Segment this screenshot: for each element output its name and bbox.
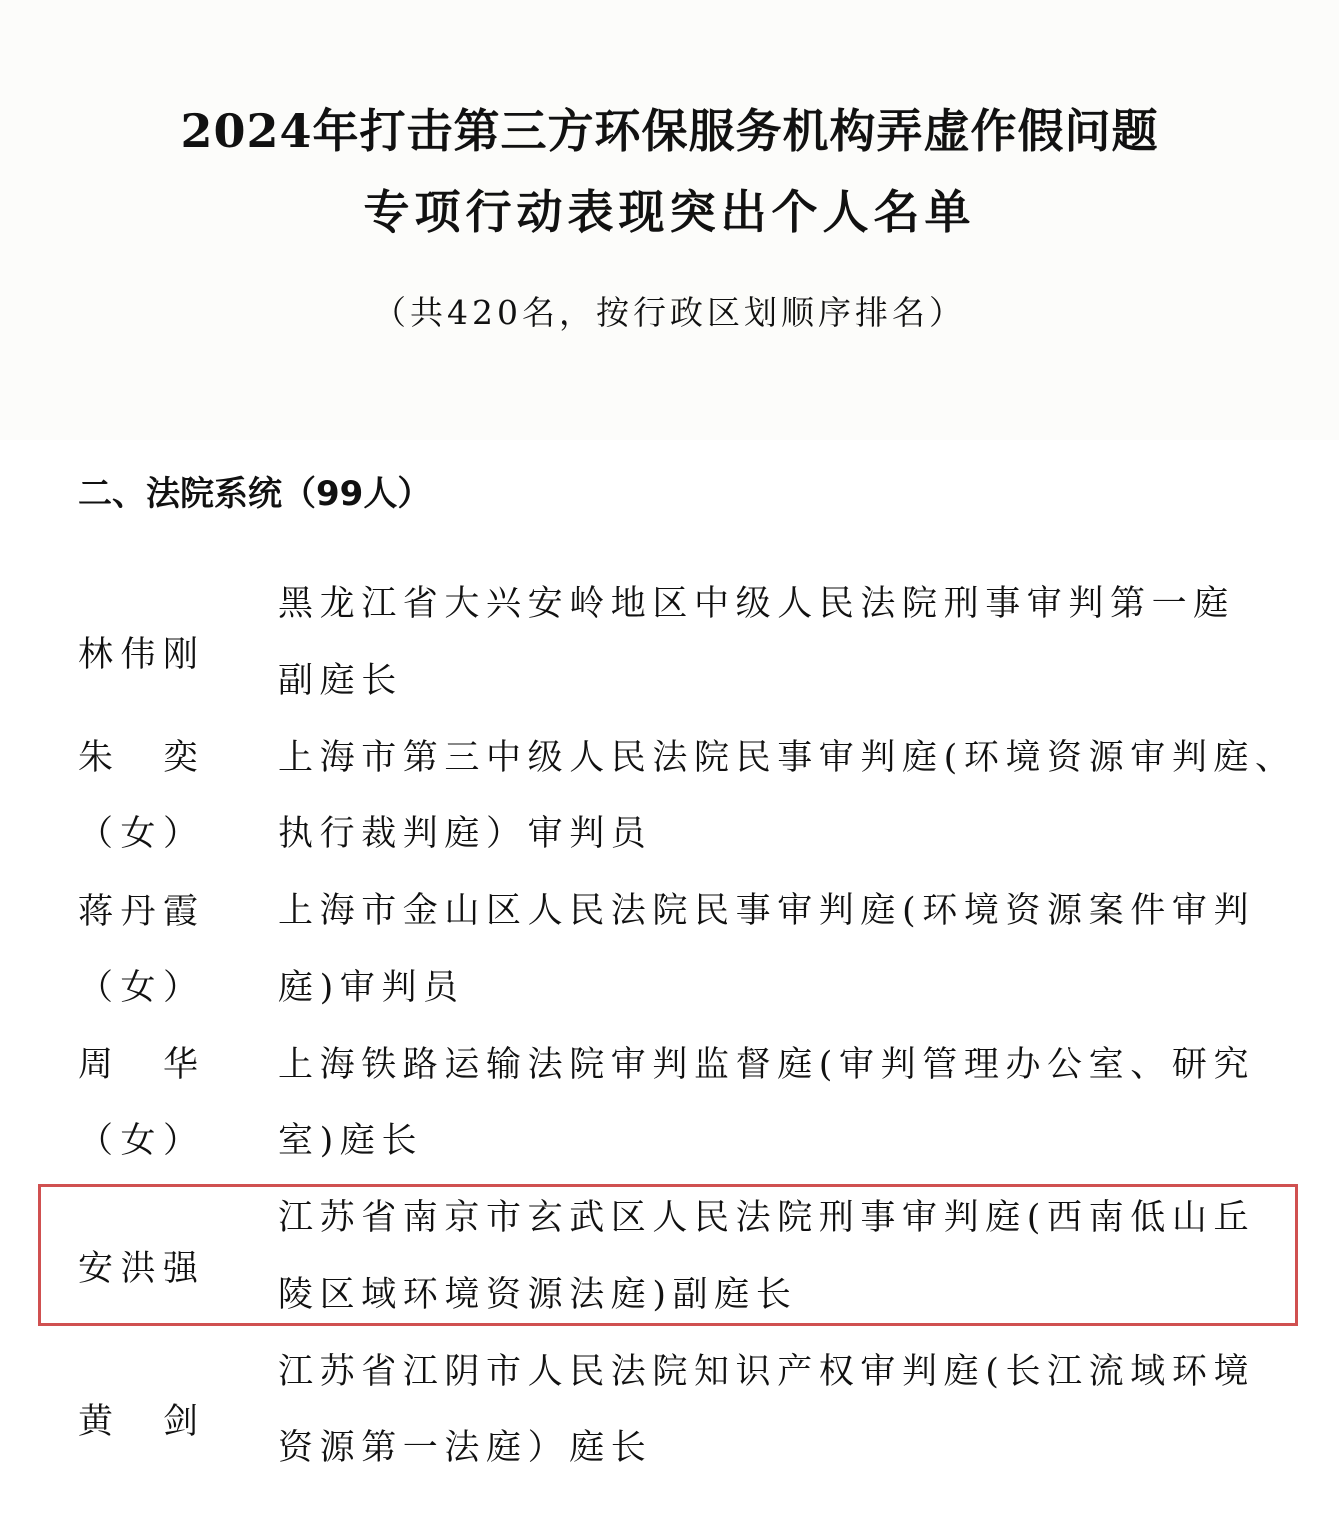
- person-name: [78, 732, 278, 886]
- person-position: [278, 885, 1298, 1039]
- name-line: 林伟刚: [78, 634, 198, 675]
- document-subtitle: （共420名，按行政区划顺序排名）: [373, 293, 966, 332]
- name-line: 周 华: [78, 1045, 198, 1086]
- list-item: [78, 1346, 1298, 1500]
- person-name: [78, 1039, 278, 1193]
- person-position: [278, 1346, 1298, 1500]
- person-name: [78, 578, 278, 732]
- position-line: 上海市金山区人民法院民事审判庭(环境资源案件审判: [278, 891, 1256, 931]
- person-position: [278, 578, 1298, 732]
- position-line: 江苏省南京市玄武区人民法院刑事审判庭(西南低山丘: [278, 1198, 1256, 1238]
- gender-note: （女）: [78, 1121, 198, 1162]
- position-line: 资源第一法庭）庭长: [278, 1428, 653, 1468]
- document-title-line1: 2024年打击第三方环保服务机构弄虚作假问题: [180, 104, 1159, 158]
- position-line: 江苏省江阴市人民法院知识产权审判庭(长江流域环境: [278, 1351, 1256, 1392]
- position-line: 上海铁路运输法院审判监督庭(审判管理办公室、研究: [278, 1044, 1256, 1085]
- position-line: 副庭长: [278, 660, 403, 701]
- document-title-line2: 专项行动表现突出个人名单: [363, 185, 976, 239]
- position-line: 室)庭长: [278, 1121, 424, 1161]
- list-item: [78, 885, 1298, 1039]
- position-line: 执行裁判庭）审判员: [278, 814, 653, 854]
- person-position: [278, 1039, 1298, 1193]
- position-line: 黑龙江省大兴安岭地区中级人民法院刑事审判第一庭: [278, 584, 1235, 624]
- honoree-list: [78, 578, 1298, 1499]
- position-line: 陵区域环境资源法庭)副庭长: [278, 1274, 798, 1315]
- gender-note: （女）: [78, 814, 198, 855]
- name-line: 朱 奕: [78, 738, 198, 779]
- name-line: 安洪强: [78, 1248, 198, 1289]
- section-heading: 二、法院系统（99人）: [78, 474, 432, 514]
- list-item: [78, 732, 1298, 886]
- highlight-box: [38, 1184, 1298, 1326]
- position-line: 上海市第三中级人民法院民事审判庭(环境资源审判庭、: [278, 737, 1297, 778]
- person-name: [78, 1346, 278, 1500]
- person-position: [278, 732, 1298, 886]
- position-line: 庭)审判员: [278, 967, 465, 1008]
- gender-note: （女）: [78, 967, 198, 1008]
- list-item: [78, 1039, 1298, 1193]
- person-name: [78, 885, 278, 1039]
- name-line: 黄 剑: [78, 1402, 198, 1443]
- list-item: [78, 578, 1298, 732]
- name-line: 蒋丹霞: [78, 891, 198, 932]
